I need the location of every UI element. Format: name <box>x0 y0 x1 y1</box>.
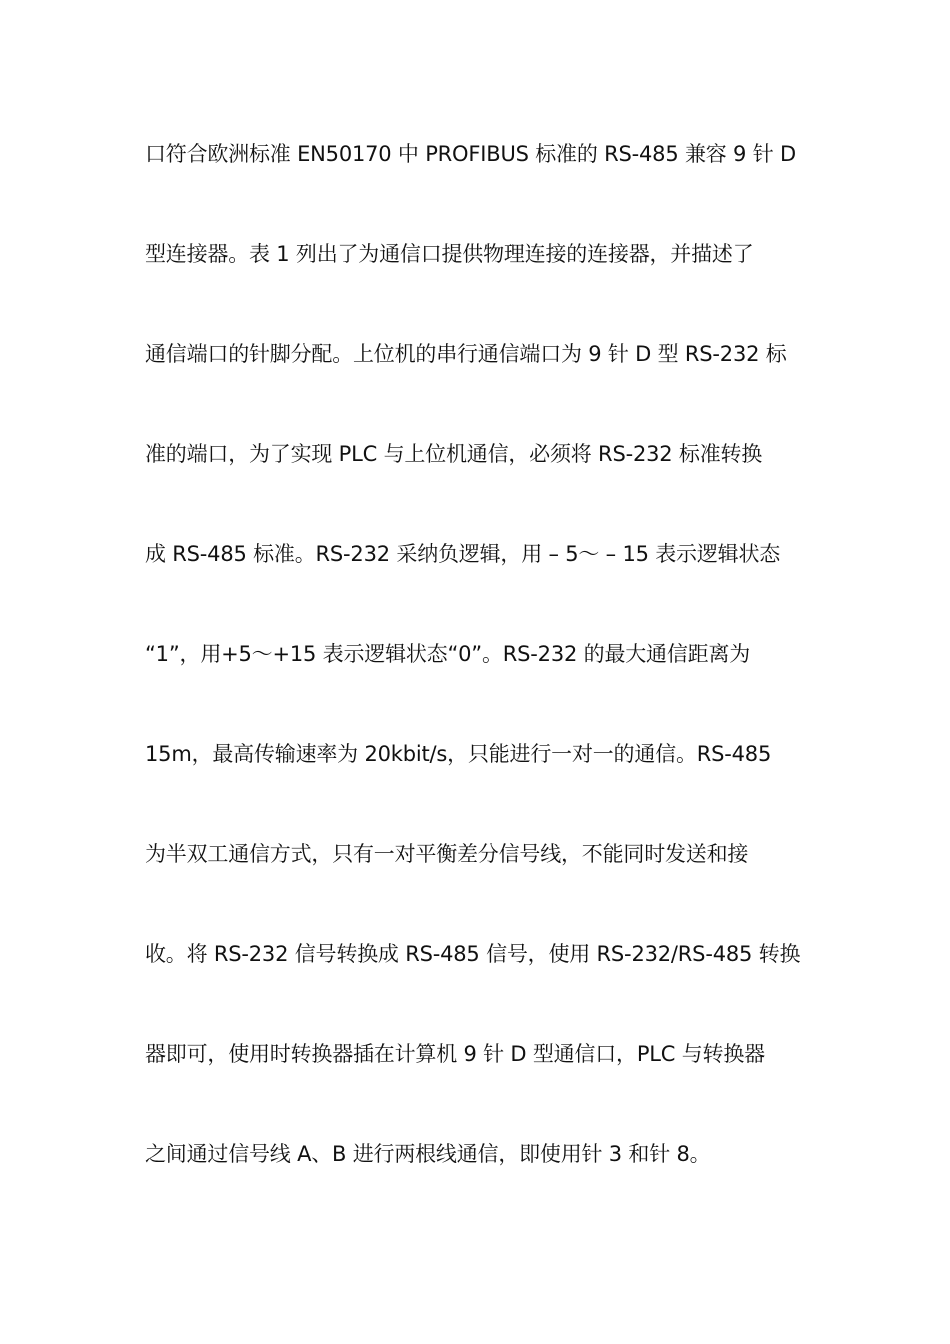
text-line-5: 成 RS-485 标准。RS-232 采纳负逻辑，用 – 5～ – 15 表示逻辑状态 <box>145 542 781 566</box>
text-line-9: 收。将 RS-232 信号转换成 RS-485 信号，使用 RS-232/RS-485 转换 <box>145 942 801 966</box>
text-line-11: 之间通过信号线 A、B 进行两根线通信，即使用针 3 和针 8。 <box>145 1142 711 1166</box>
text-line-3: 通信端口的针脚分配。上位机的串行通信端口为 9 针 D 型 RS-232 标 <box>145 342 787 366</box>
text-line-6: “1”，用+5～+15 表示逻辑状态“0”。RS-232 的最大通信距离为 <box>145 642 751 666</box>
text-line-8: 为半双工通信方式，只有一对平衡差分信号线，不能同时发送和接 <box>145 842 749 866</box>
text-line-7: 15m，最高传输速率为 20kbit/s，只能进行一对一的通信。RS-485 <box>145 742 772 766</box>
text-line-1: 口符合欧洲标准 EN50170 中 PROFIBUS 标准的 RS-485 兼容 9 针 D <box>145 142 796 166</box>
body-paragraph <box>145 132 810 1232</box>
text-line-2: 型连接器。表 1 列出了为通信口提供物理连接的连接器，并描述了 <box>145 242 754 266</box>
text-line-10: 器即可，使用时转换器插在计算机 9 针 D 型通信口，PLC 与转换器 <box>145 1042 765 1066</box>
text-line-4: 准的端口，为了实现 PLC 与上位机通信，必须将 RS-232 标准转换 <box>145 442 763 466</box>
